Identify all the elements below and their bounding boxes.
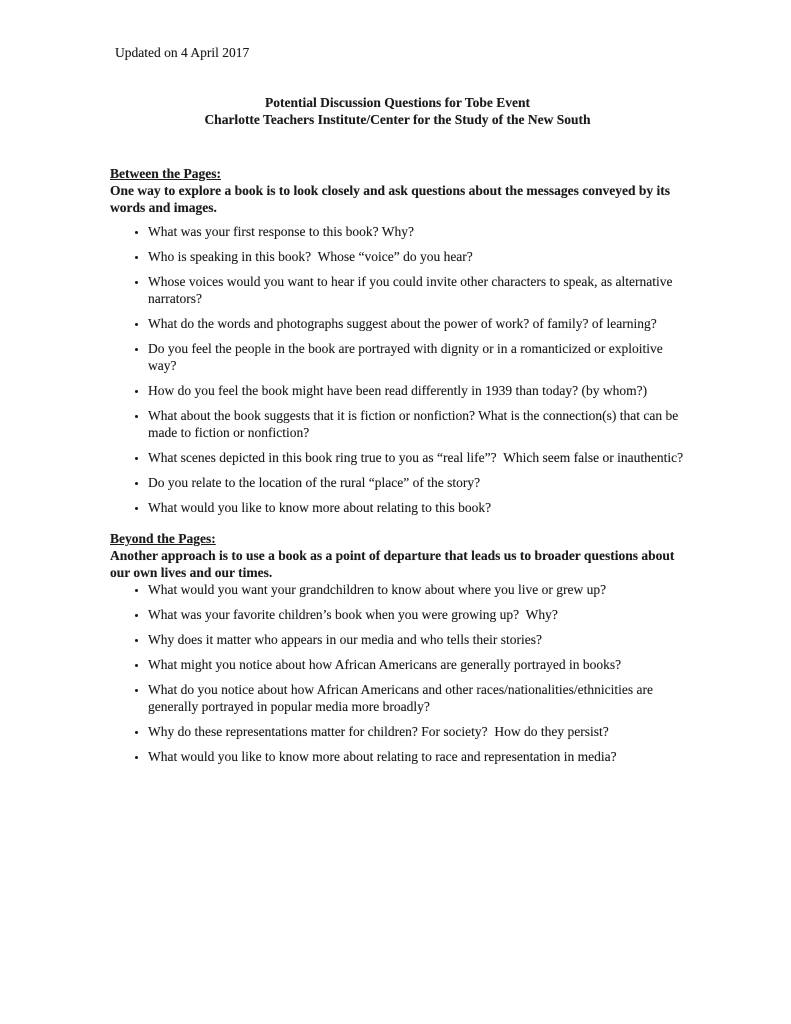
list-item: • Do you feel the people in the book are portrayed with dignity or in a romanticized or exploitive way? <box>148 340 685 374</box>
list-item: • What scenes depicted in this book ring true to you as “real life”? Which seem false or inauthentic? <box>148 449 685 466</box>
document-title-block <box>110 94 685 128</box>
list-item: • Why do these representations matter for children? For society? How do they persist? <box>148 723 685 740</box>
list-item: • Do you relate to the location of the rural “place” of the story? <box>148 474 685 491</box>
list-item: • How do you feel the book might have been read differently in 1939 than today? (by whom?) <box>148 382 685 399</box>
section-intro: One way to explore a book is to look closely and ask questions about the messages conveyed by its words and images. <box>110 183 674 215</box>
list-item: • What do you notice about how African Americans and other races/nationalities/ethnicities are generally portrayed in popular media more broadly? <box>148 681 685 715</box>
list-item: • What was your favorite children’s book when you were growing up? Why? <box>148 606 685 623</box>
bullet-list <box>110 581 685 765</box>
list-item: • What would you like to know more about relating to race and representation in media? <box>148 748 685 765</box>
list-item: • What would you want your grandchildren to know about where you live or grew up? <box>148 581 685 598</box>
document-title: Potential Discussion Questions for Tobe Event <box>265 95 530 110</box>
list-item: • What might you notice about how African Americans are generally portrayed in books? <box>148 656 685 673</box>
section-between-the-pages <box>110 165 685 516</box>
list-item: • Whose voices would you want to hear if you could invite other characters to speak, as alternative narrators? <box>148 273 685 307</box>
bullet-list <box>110 223 685 516</box>
list-item: • What would you like to know more about relating to this book? <box>148 499 685 516</box>
section-heading: Between the Pages: <box>110 166 221 181</box>
section-heading: Beyond the Pages: <box>110 531 216 546</box>
section-beyond-the-pages <box>110 530 685 765</box>
document-subtitle: Charlotte Teachers Institute/Center for the Study of the New South <box>204 112 591 127</box>
updated-date: Updated on 4 April 2017 <box>115 45 250 60</box>
list-item: • Who is speaking in this book? Whose “voice” do you hear? <box>148 248 685 265</box>
list-item: • What was your first response to this book? Why? <box>148 223 685 240</box>
section-intro: Another approach is to use a book as a point of departure that leads us to broader questions about our own lives and our times. <box>110 548 678 580</box>
list-item: • What do the words and photographs suggest about the power of work? of family? of learning? <box>148 315 685 332</box>
list-item: • Why does it matter who appears in our media and who tells their stories? <box>148 631 685 648</box>
list-item: • What about the book suggests that it is fiction or nonfiction? What is the connection(s) that can be made to fiction or nonfiction? <box>148 407 685 441</box>
